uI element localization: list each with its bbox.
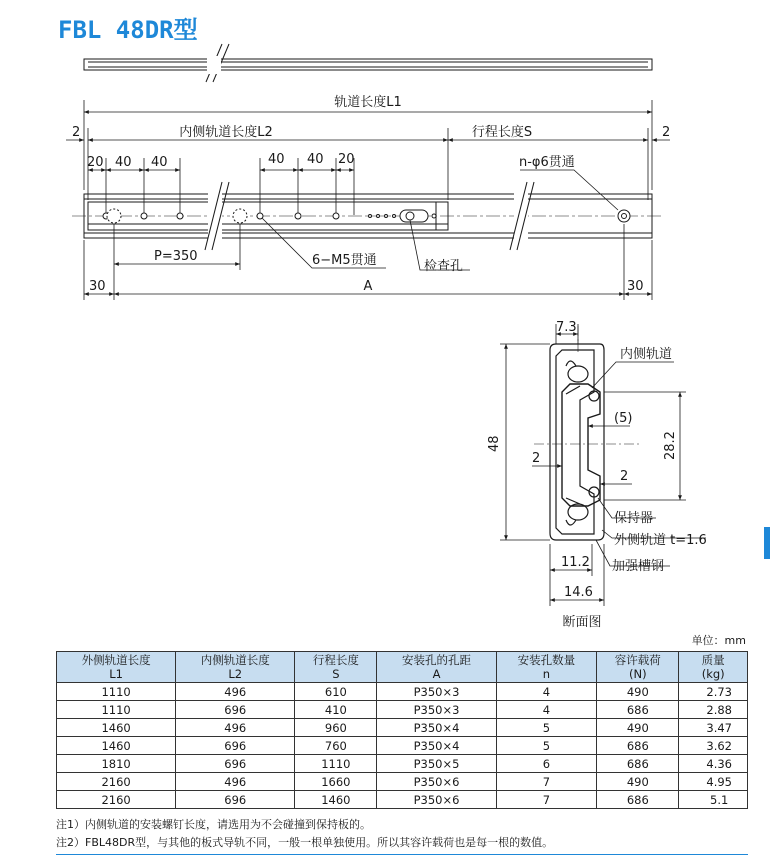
dim-30-right: 30 xyxy=(627,279,644,294)
page-title: FBL 48DR型 xyxy=(58,16,198,44)
note-2: 注2）FBL48DR型，与其他的板式导轨不同，一般一根单独使用。所以其容许载荷也是每一根的数值。 xyxy=(56,836,554,849)
dim-30-left: 30 xyxy=(89,279,106,294)
header-l2: 内侧轨道长度 L2 xyxy=(176,652,295,683)
dim-40-c: 40 xyxy=(268,152,285,167)
dim-48: 48 xyxy=(487,435,502,452)
dim-7-3: 7.3 xyxy=(556,320,577,335)
table-row: 1110 696 410 P350×3 4 686 2.88 xyxy=(57,701,748,719)
table-row: 1460 696 760 P350×4 5 686 3.62 xyxy=(57,737,748,755)
rail-top-view xyxy=(84,59,652,70)
dim-28-2: 28.2 xyxy=(663,431,678,460)
break-line-top xyxy=(206,44,229,82)
header-a: 安装孔的孔距 A xyxy=(377,652,496,683)
dim-14-6: 14.6 xyxy=(564,585,593,600)
retainer-label: 保持器 xyxy=(614,511,654,526)
l1-label: 轨道长度L1 xyxy=(334,95,402,110)
table-row: 1110 496 610 P350×3 4 490 2.73 xyxy=(57,683,748,701)
dim-40-b: 40 xyxy=(151,155,168,170)
inspect-label: 检查孔 xyxy=(424,259,464,274)
outer-rail-label: 外侧轨道 t=1.6 xyxy=(614,533,707,548)
inner-rail-label: 内侧轨道 xyxy=(620,347,673,362)
table-row: 2160 696 1460 P350×6 7 686 5.1 xyxy=(57,791,748,809)
l2-label: 内侧轨道长度L2 xyxy=(179,125,273,140)
dim-2-right: 2 xyxy=(662,125,671,140)
dim-2-left: 2 xyxy=(72,125,81,140)
table-row: 1810 696 1110 P350×5 6 686 4.36 xyxy=(57,755,748,773)
s-label: 行程长度S xyxy=(471,125,533,140)
note-1: 注1）内侧轨道的安装螺钉长度，请选用为不会碰撞到保持板的。 xyxy=(56,818,371,831)
section-caption: 断面图 xyxy=(562,615,602,630)
pitch-label: P=350 xyxy=(154,249,198,264)
dim-2-section-right: 2 xyxy=(620,469,629,484)
header-l1: 外侧轨道长度 L1 xyxy=(57,652,176,683)
cross-section xyxy=(550,344,604,540)
header-n: 安装孔数量 n xyxy=(496,652,597,683)
m5-label: 6−M5贯通 xyxy=(312,253,377,268)
notes xyxy=(56,816,553,852)
table-header-row xyxy=(57,652,748,683)
spec-table xyxy=(56,651,748,809)
dim-40-d: 40 xyxy=(307,152,324,167)
dim-20-b: 20 xyxy=(338,152,355,167)
channel-label: 加强槽钢 xyxy=(612,559,665,574)
dim-11-2: 11.2 xyxy=(561,555,590,570)
dim-20-a: 20 xyxy=(87,155,104,170)
header-s: 行程长度 S xyxy=(295,652,377,683)
hole-label: n-φ6贯通 xyxy=(519,155,575,170)
table-row: 2160 496 1660 P350×6 7 490 4.95 xyxy=(57,773,748,791)
table-row: 1460 496 960 P350×4 5 490 3.47 xyxy=(57,719,748,737)
header-mass: 质量 (kg) xyxy=(679,652,748,683)
unit-label: 单位：mm xyxy=(691,634,746,647)
dim-5: (5) xyxy=(614,411,633,426)
bottom-divider xyxy=(56,854,748,855)
dim-2-section-left: 2 xyxy=(532,451,541,466)
header-load: 容许载荷 (N) xyxy=(597,652,679,683)
a-label: A xyxy=(363,279,373,294)
dim-40-a: 40 xyxy=(115,155,132,170)
